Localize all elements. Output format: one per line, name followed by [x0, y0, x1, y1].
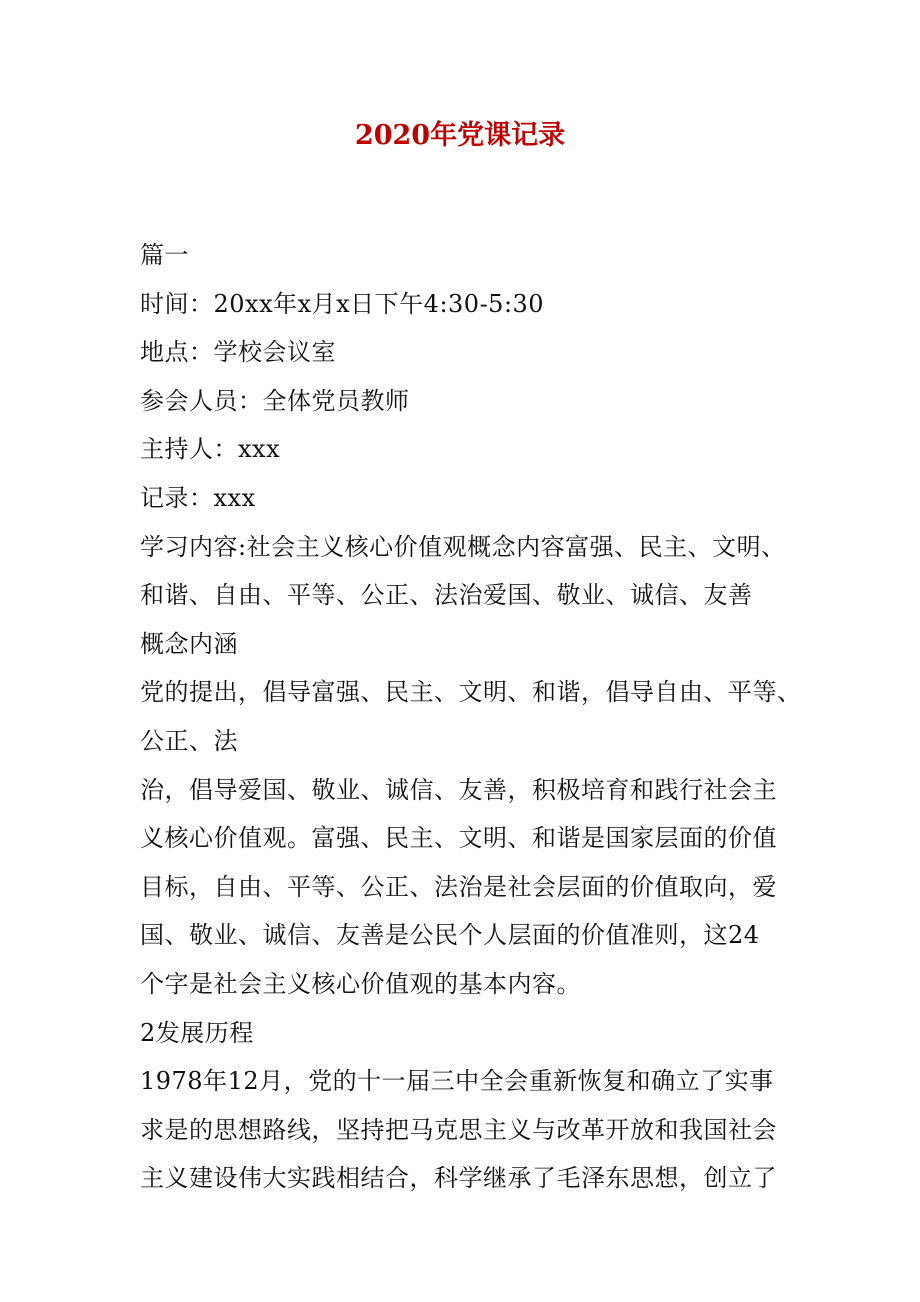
body-line: 2发展历程: [140, 1018, 254, 1047]
body-line: 1978年12月，党的十一届三中全会重新恢复和确立了实事: [140, 1067, 774, 1096]
body-line: 主持人：xxx: [140, 435, 281, 464]
body-line: 义核心价值观。富强、民主、文明、和谐是国家层面的价值: [140, 824, 777, 853]
body-line: 概念内涵: [140, 629, 238, 658]
document-body: [140, 231, 802, 1203]
body-line: 公正、法: [140, 726, 238, 755]
body-line: 目标，自由、平等、公正、法治是社会层面的价值取向，爱: [140, 872, 777, 901]
body-line: 治，倡导爱国、敬业、诚信、友善，积极培育和践行社会主: [140, 775, 777, 804]
body-line: 记录：xxx: [140, 483, 256, 512]
body-line: 个字是社会主义核心价值观的基本内容。: [140, 969, 581, 998]
body-line: 学习内容:社会主义核心价值观概念内容富强、民主、文明、: [140, 532, 786, 561]
body-line: 篇一: [140, 241, 189, 269]
body-line: 参会人员：全体党员教师: [140, 386, 410, 415]
body-line: 地点：学校会议室: [140, 338, 336, 367]
body-line: 和谐、自由、平等、公正、法治爱国、敬业、诚信、友善: [140, 581, 753, 610]
document-title: 2020年党课记录: [354, 120, 566, 151]
body-line: 求是的思想路线，坚持把马克思主义与改革开放和我国社会: [140, 1115, 777, 1144]
body-line: 主义建设伟大实践相结合，科学继承了毛泽东思想，创立了: [140, 1164, 777, 1193]
body-line: 时间：20xx年x月x日下午4:30-5:30: [140, 289, 545, 318]
body-line: 党的提出，倡导富强、民主、文明、和谐，倡导自由、平等、: [140, 678, 802, 707]
body-line: 国、敬业、诚信、友善是公民个人层面的价值准则，这24: [140, 921, 760, 950]
